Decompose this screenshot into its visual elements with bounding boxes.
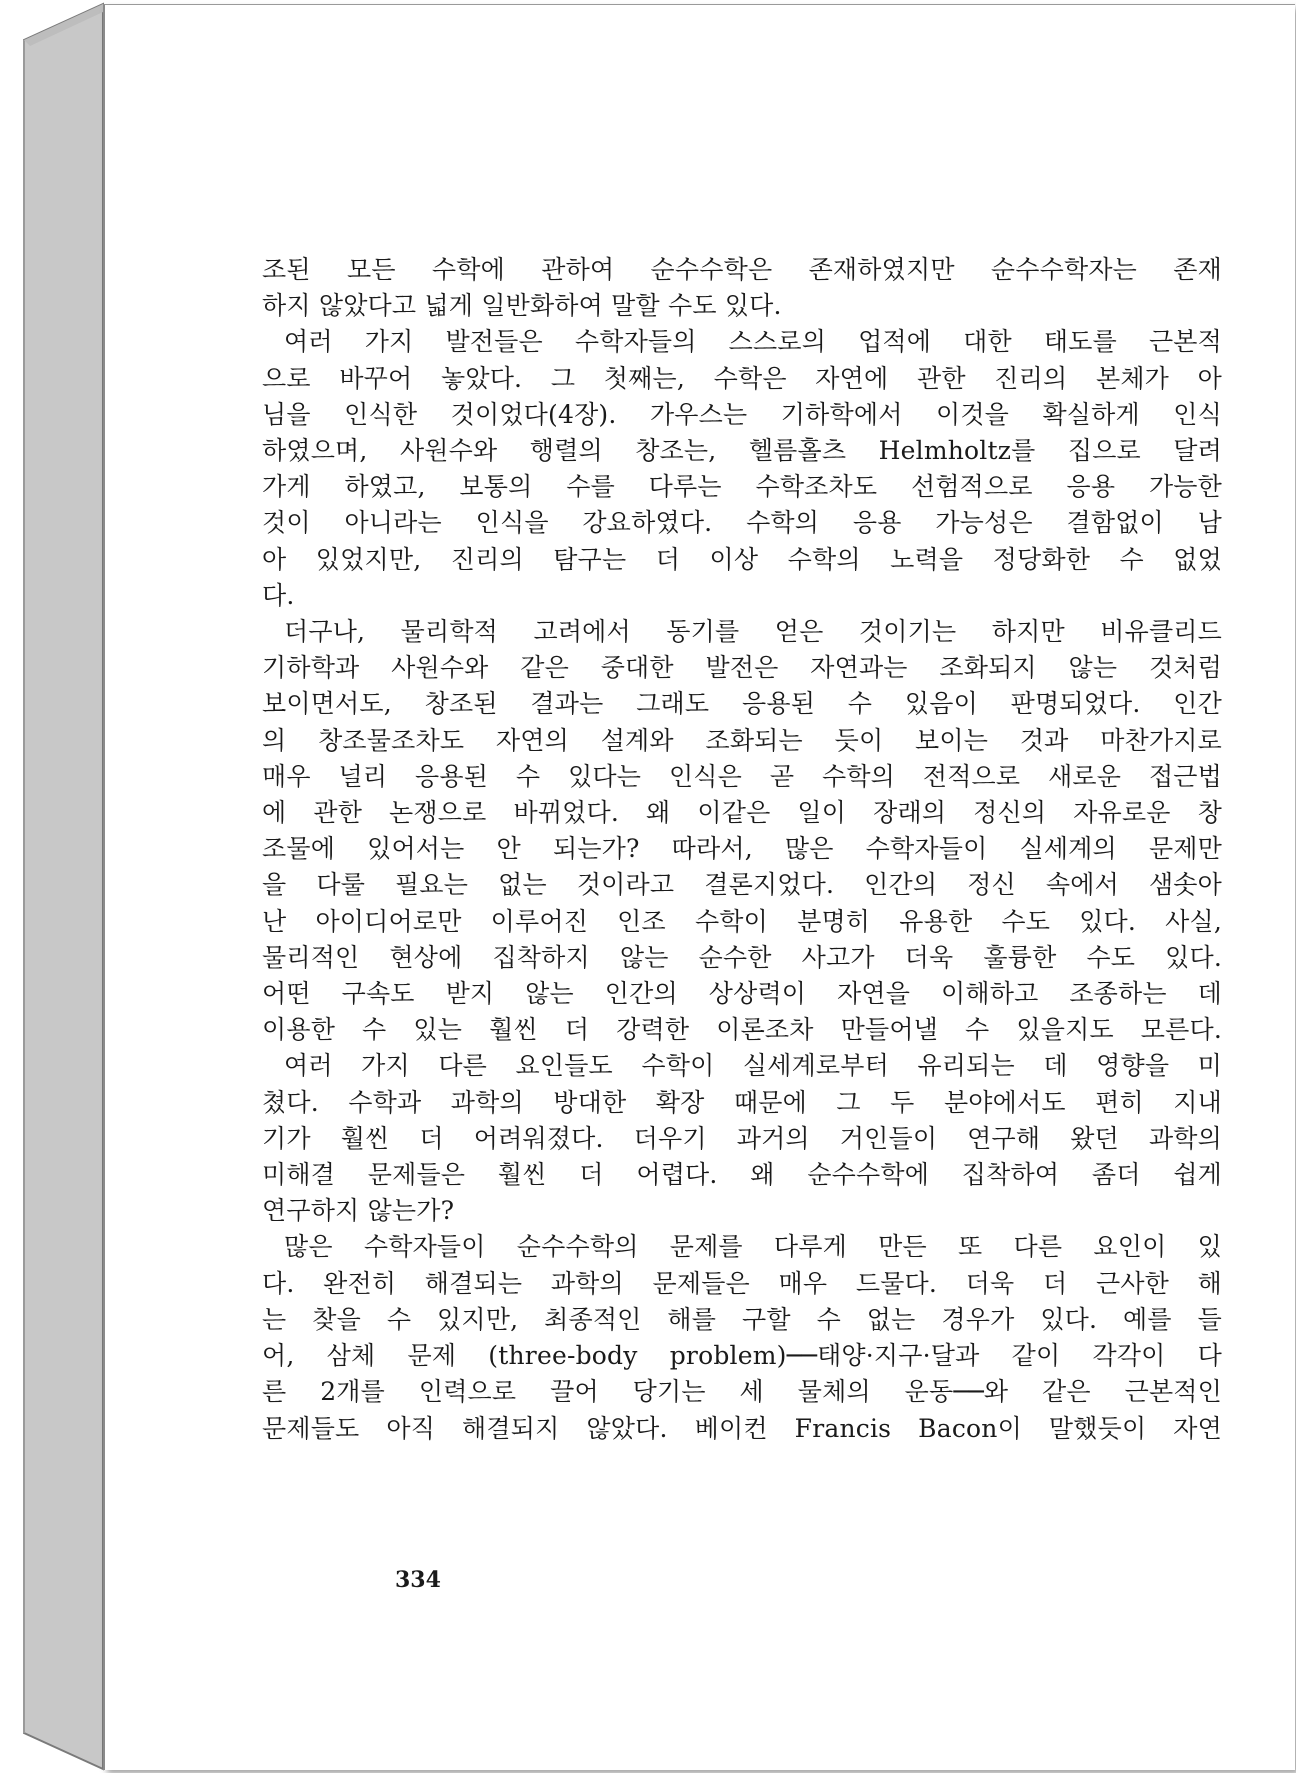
paragraph-2-line-7: 아 있었지만, 진리의 탐구는 더 이상 수학의 노력을 정당화한 수 없었 (262, 544, 1222, 574)
paragraph-1-line-1: 조된 모든 수학에 관하여 순수수학은 존재하였지만 순수수학자는 존재 (262, 255, 1222, 284)
paragraph-3-line-8: 을 다룰 필요는 없는 것이라고 결론지었다. 인간의 정신 속에서 샘솟아 (262, 870, 1222, 900)
paragraph-3-line-4: 의 창조물조차도 자연의 설계와 조화되는 듯이 보이는 것과 마찬가지로 (262, 725, 1222, 755)
paragraph-4-line-4: 미해결 문제들은 훨씬 더 어렵다. 왜 순수수학에 집착하여 좀더 쉽게 (262, 1160, 1222, 1190)
paragraph-2-line-1: 여러 가지 발전들은 수학자들의 스스로의 업적에 대한 태도를 근본적 (284, 327, 1222, 357)
paragraph-3-line-6: 에 관한 논쟁으로 바뀌었다. 왜 이같은 일이 장래의 정신의 자유로운 창 (262, 798, 1222, 828)
paragraph-5-line-2: 다. 완전히 해결되는 과학의 문제들은 매우 드물다. 더욱 더 근사한 해 (262, 1268, 1222, 1298)
paragraph-5-line-1: 많은 수학자들이 순수수학의 문제를 다루게 만든 또 다른 요인이 있 (284, 1232, 1222, 1262)
book-spine-shape (0, 0, 110, 1773)
paragraph-3-line-9: 난 아이디어로만 이루어진 인조 수학이 분명히 유용한 수도 있다. 사실, (262, 906, 1222, 936)
paragraph-4-line-5: 연구하지 않는가? (262, 1196, 455, 1226)
page-number: 334 (395, 1567, 441, 1593)
paragraph-3-line-3: 보이면서도, 창조된 결과는 그래도 응용된 수 있음이 판명되었다. 인간 (262, 689, 1222, 719)
paragraph-2-line-8: 다. (262, 580, 295, 610)
paragraph-5-line-5: 른 2개를 인력으로 끌어 당기는 세 물체의 운동──와 같은 근본적인 (262, 1377, 1222, 1407)
paragraph-5-line-4: 어, 삼체 문제 (three-body problem)──태양·지구·달과 같이 각각이 다 (262, 1341, 1222, 1371)
paragraph-3-line-2: 기하학과 사원수와 같은 중대한 발전은 자연과는 조화되지 않는 것처럼 (262, 653, 1222, 683)
paragraph-3-line-10: 물리적인 현상에 집착하지 않는 순수한 사고가 더욱 훌륭한 수도 있다. (262, 942, 1222, 972)
paragraph-3-line-5: 매우 널리 응용된 수 있다는 인식은 곧 수학의 전적으로 새로운 접근법 (262, 761, 1222, 791)
paragraph-1-line-2: 하지 않았다고 넓게 일반화하여 말할 수도 있다. (262, 291, 782, 321)
paragraph-4-line-2: 쳤다. 수학과 과학의 방대한 확장 때문에 그 두 분야에서도 편히 지내 (262, 1087, 1222, 1117)
paragraph-2-line-5: 가게 하였고, 보통의 수를 다루는 수학조차도 선험적으로 응용 가능한 (262, 472, 1222, 502)
paragraph-5-line-6: 문제들도 아직 해결되지 않았다. 베이컨 Francis Bacon이 말했듯이 자연 (262, 1413, 1222, 1443)
paragraph-4-line-3: 기가 훨씬 더 어려워졌다. 더우기 과거의 거인들이 연구해 왔던 과학의 (262, 1123, 1222, 1153)
paragraph-3-line-11: 어떤 구속도 받지 않는 인간의 상상력이 자연을 이해하고 조종하는 데 (262, 979, 1222, 1009)
paragraph-3-line-12: 이용한 수 있는 훨씬 더 강력한 이론조차 만들어낼 수 있을지도 모른다. (262, 1015, 1222, 1045)
paragraph-2-line-3: 님을 인식한 것이었다(4장). 가우스는 기하학에서 이것을 확실하게 인식 (262, 399, 1222, 429)
paragraph-2-line-6: 것이 아니라는 인식을 강요하였다. 수학의 응용 가능성은 결함없이 남 (262, 508, 1222, 538)
paragraph-3-line-7: 조물에 있어서는 안 되는가? 따라서, 많은 수학자들이 실세계의 문제만 (262, 834, 1222, 864)
paragraph-2-line-2: 으로 바꾸어 놓았다. 그 첫째는, 수학은 자연에 관한 진리의 본체가 아 (262, 363, 1222, 393)
paragraph-3-line-1: 더구나, 물리학적 고려에서 동기를 얻은 것이기는 하지만 비유클리드 (284, 617, 1222, 647)
paragraph-4-line-1: 여러 가지 다른 요인들도 수학이 실세계로부터 유리되는 데 영향을 미 (284, 1051, 1222, 1081)
body-text (262, 252, 1222, 1447)
book-spine (0, 0, 110, 1773)
paragraph-2-line-4: 하였으며, 사원수와 행렬의 창조는, 헬름홀츠 Helmholtz를 집으로 달려 (262, 436, 1222, 466)
paragraph-5-line-3: 는 찾을 수 있지만, 최종적인 해를 구할 수 없는 경우가 있다. 예를 들 (262, 1304, 1222, 1334)
book-page (103, 4, 1295, 1770)
